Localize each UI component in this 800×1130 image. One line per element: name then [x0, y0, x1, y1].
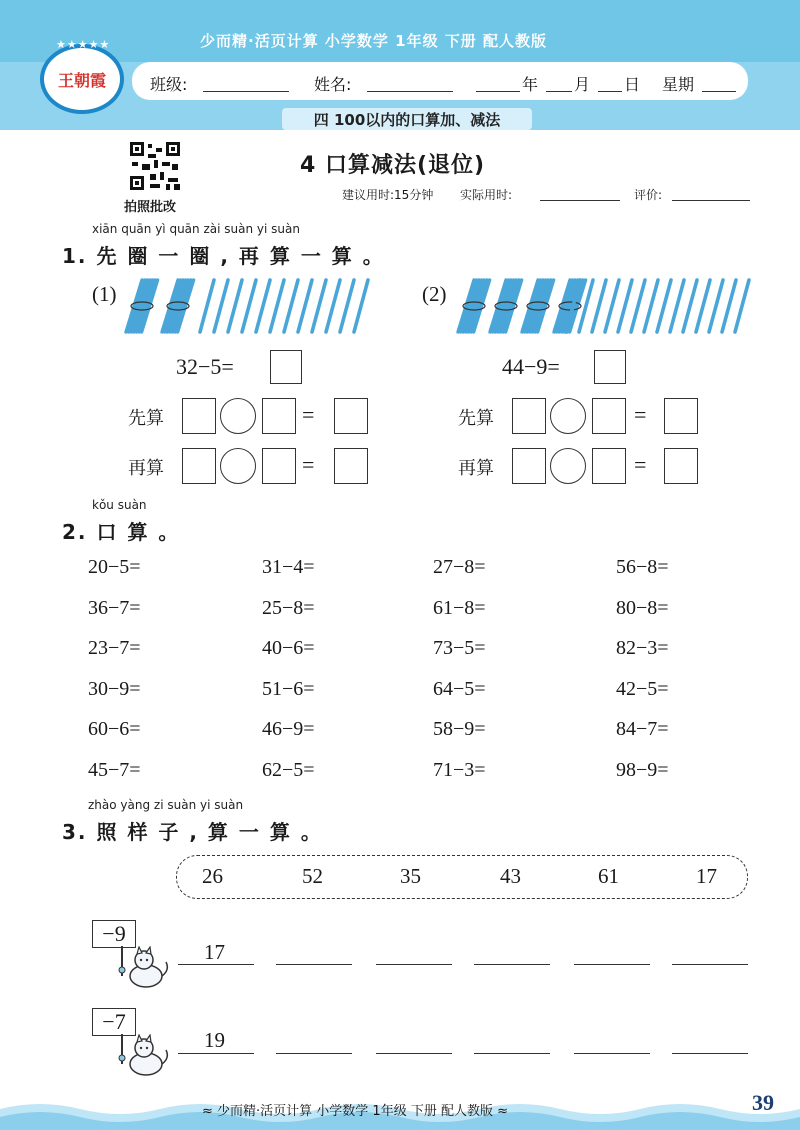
- q1-part2-equation: 44−9=: [502, 354, 560, 379]
- name-field[interactable]: [367, 91, 453, 92]
- actual-time-field[interactable]: [540, 200, 620, 201]
- stick-bundle: [522, 280, 554, 332]
- oral-calc-item: 58−9=: [433, 718, 486, 740]
- q1-part2-first-operator[interactable]: [550, 398, 586, 434]
- weekday-label: 星期: [662, 75, 695, 94]
- month-field[interactable]: [546, 91, 572, 92]
- oral-calc-item: 23−7=: [88, 637, 141, 659]
- q3-title: 3. 照 样 子 , 算 一 算 。: [62, 820, 323, 844]
- banner-number-1: 26: [202, 864, 223, 888]
- loose-stick: [200, 280, 214, 332]
- q1-part1-first-operator[interactable]: [220, 398, 256, 434]
- q1-part2-answer-box[interactable]: [594, 350, 626, 384]
- q1-part2-first-box-b[interactable]: [592, 398, 626, 434]
- banner-number-2: 52: [302, 864, 323, 888]
- loose-stick: [644, 280, 658, 332]
- loose-stick: [631, 280, 645, 332]
- q1-part2-then-operator[interactable]: [550, 448, 586, 484]
- q1-part2-first-label: 先算: [458, 408, 494, 429]
- rating-field[interactable]: [672, 200, 750, 201]
- loose-stick: [605, 280, 619, 332]
- loose-stick: [228, 280, 242, 332]
- stick-bundle: [162, 280, 194, 332]
- loose-stick: [256, 280, 270, 332]
- minus-7-sign: −7: [92, 1008, 136, 1036]
- stick-bundle: [458, 280, 490, 332]
- oral-calc-item: 61−8=: [433, 596, 486, 619]
- q1-part1-label: (1): [92, 282, 117, 306]
- stick-bundle: [126, 280, 158, 332]
- row2-answer-line-1[interactable]: [178, 1053, 254, 1054]
- row1-answer-line-3[interactable]: [376, 964, 452, 965]
- oral-calc-item: 42−5=: [616, 677, 669, 700]
- banner-number-4: 43: [500, 864, 521, 888]
- q1-part1-then-eq: =: [302, 452, 315, 477]
- oral-calc-item: 56−8=: [616, 556, 669, 578]
- row1-answer-line-1[interactable]: [178, 964, 254, 965]
- number-banner: [176, 855, 748, 899]
- oral-calc-item: 25−8=: [262, 596, 315, 619]
- q1-part1-then-result[interactable]: [334, 448, 368, 484]
- rating-label: 评价:: [634, 188, 663, 202]
- banner-number-6: 17: [696, 864, 717, 888]
- unit-title: 四 100以内的口算加、减法: [313, 111, 501, 129]
- row2-answer-line-3[interactable]: [376, 1053, 452, 1054]
- day-field[interactable]: [598, 91, 622, 92]
- sticks-illustration-2: [456, 276, 752, 338]
- oral-calc-item: 20−5=: [88, 556, 141, 578]
- row2-first-answer: 19: [204, 1028, 225, 1052]
- name-label: 姓名:: [314, 75, 352, 94]
- q1-part2-first-box-a[interactable]: [512, 398, 546, 434]
- q1-part1-first-box-a[interactable]: [182, 398, 216, 434]
- qr-caption: 拍照批改: [124, 200, 177, 215]
- loose-stick: [657, 280, 671, 332]
- q1-part1-then-box-b[interactable]: [262, 448, 296, 484]
- row1-answer-line-2[interactable]: [276, 964, 352, 965]
- oral-calc-item: 60−6=: [88, 718, 141, 740]
- banner-number-5: 61: [598, 864, 619, 888]
- q2-title: 2. 口 算 。: [62, 520, 181, 544]
- q1-part1-first-box-b[interactable]: [262, 398, 296, 434]
- stick-bundle: [490, 280, 522, 332]
- day-label: 日: [624, 75, 641, 94]
- q1-part1-first-result[interactable]: [334, 398, 368, 434]
- cat-icon: [108, 1034, 172, 1078]
- q1-part2-then-eq: =: [634, 452, 647, 477]
- q1-part1-equation: 32−5=: [176, 354, 234, 379]
- loose-stick: [270, 280, 284, 332]
- month-label: 月: [574, 75, 591, 94]
- oral-calc-item: 45−7=: [88, 758, 141, 781]
- loose-stick: [592, 280, 606, 332]
- q1-part2-then-box-b[interactable]: [592, 448, 626, 484]
- footer-series-title: ≈ 少而精·活页计算 小学数学 1年级 下册 配人教版 ≈: [202, 1104, 508, 1119]
- loose-stick: [284, 280, 298, 332]
- oral-calc-item: 27−8=: [433, 556, 486, 578]
- loose-stick: [312, 280, 326, 332]
- loose-stick: [298, 280, 312, 332]
- year-label: 年: [522, 75, 539, 94]
- banner-number-3: 35: [400, 864, 421, 888]
- loose-stick: [722, 280, 736, 332]
- q2-pinyin: kǒu suàn: [92, 498, 147, 512]
- oral-calc-item: 98−9=: [616, 758, 669, 781]
- oral-calc-item: 30−9=: [88, 677, 141, 700]
- q1-part1-then-label: 再算: [128, 458, 164, 479]
- oral-calc-item: 31−4=: [262, 556, 315, 578]
- q1-part2-label: (2): [422, 282, 447, 306]
- series-title: 少而精·活页计算 小学数学 1年级 下册 配人教版: [200, 32, 548, 50]
- q1-part1-then-box-a[interactable]: [182, 448, 216, 484]
- year-field[interactable]: [476, 91, 520, 92]
- loose-stick: [354, 280, 368, 332]
- class-label: 班级:: [150, 75, 188, 94]
- oral-calc-item: 51−6=: [262, 677, 315, 700]
- oral-calc-item: 40−6=: [262, 637, 315, 659]
- row2-answer-line-2[interactable]: [276, 1053, 352, 1054]
- loose-stick: [683, 280, 697, 332]
- oral-calc-item: 80−8=: [616, 596, 669, 619]
- lesson-title: 4 口算减法(退位): [300, 153, 486, 178]
- weekday-field[interactable]: [702, 91, 736, 92]
- row1-first-answer: 17: [204, 940, 225, 964]
- row2-answer-line-5[interactable]: [574, 1053, 650, 1054]
- row1-answer-line-5[interactable]: [574, 964, 650, 965]
- loose-stick: [735, 280, 749, 332]
- q1-part2-first-result[interactable]: [664, 398, 698, 434]
- loose-stick: [214, 280, 228, 332]
- page-number: 39: [752, 1090, 774, 1115]
- loose-stick: [340, 280, 354, 332]
- oral-calc-item: 82−3=: [616, 637, 669, 659]
- cat-icon: [108, 946, 172, 990]
- oral-calc-item: 71−3=: [433, 758, 486, 781]
- loose-stick: [670, 280, 684, 332]
- qr-code-icon[interactable]: [128, 140, 182, 192]
- q1-part1-answer-box[interactable]: [270, 350, 302, 384]
- loose-stick: [242, 280, 256, 332]
- logo-text: 王朝霞: [57, 71, 106, 90]
- q1-title: 1. 先 圈 一 圈 , 再 算 一 算 。: [62, 244, 385, 268]
- actual-time-label: 实际用时:: [460, 188, 513, 202]
- class-field[interactable]: [203, 91, 289, 92]
- minus-9-sign: −9: [92, 920, 136, 948]
- logo-stars: ★★★★★: [56, 38, 111, 51]
- oral-calc-item: 73−5=: [433, 637, 486, 659]
- q1-part2-then-label: 再算: [458, 458, 494, 479]
- q1-part1-first-label: 先算: [128, 408, 164, 429]
- loose-stick: [618, 280, 632, 332]
- q1-part2-then-box-a[interactable]: [512, 448, 546, 484]
- oral-calc-item: 36−7=: [88, 596, 141, 619]
- loose-stick: [709, 280, 723, 332]
- oral-calc-item: 46−9=: [262, 718, 315, 740]
- oral-calc-item: 64−5=: [433, 677, 486, 700]
- q1-part2-then-result[interactable]: [664, 448, 698, 484]
- oral-calc-item: 84−7=: [616, 718, 669, 740]
- q1-part1-first-eq: =: [302, 402, 315, 427]
- q1-part1-then-operator[interactable]: [220, 448, 256, 484]
- loose-stick: [326, 280, 340, 332]
- row1-answer-line-6[interactable]: [672, 964, 748, 965]
- row1-answer-line-4[interactable]: [474, 964, 550, 965]
- q1-pinyin: xiān quān yì quān zài suàn yi suàn: [92, 222, 300, 236]
- student-info-bar: [132, 62, 748, 100]
- sticks-illustration-1: [122, 276, 380, 338]
- q1-part2-first-eq: =: [634, 402, 647, 427]
- row2-answer-line-6[interactable]: [672, 1053, 748, 1054]
- loose-stick: [696, 280, 710, 332]
- row2-answer-line-4[interactable]: [474, 1053, 550, 1054]
- oral-calc-item: 62−5=: [262, 758, 315, 781]
- suggested-time: 建议用时:15分钟: [342, 188, 434, 202]
- q3-pinyin: zhào yàng zi suàn yi suàn: [88, 798, 244, 812]
